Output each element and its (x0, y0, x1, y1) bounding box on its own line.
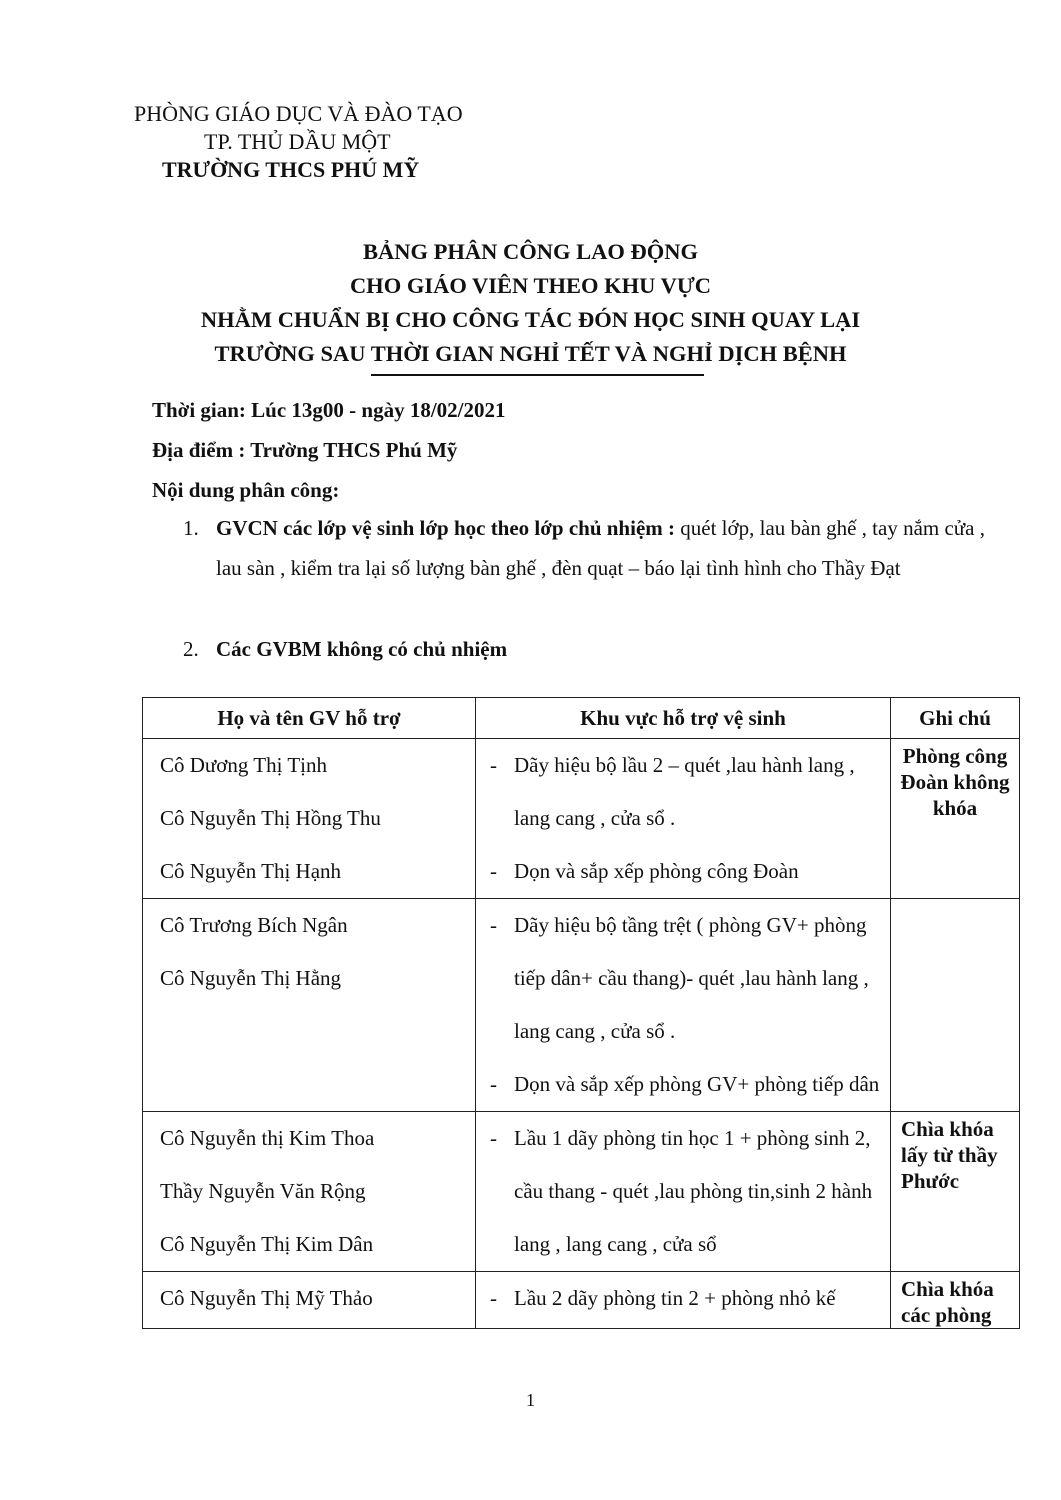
teacher-name: Cô Nguyễn thị Kim Thoa (160, 1126, 375, 1150)
task-item: - Lầu 2 dãy phòng tin 2 + phòng nhỏ kế (490, 1272, 880, 1325)
dept-name: PHÒNG GIÁO DỤC VÀ ĐÀO TẠO (134, 101, 463, 126)
teacher-name: Cô Nguyễn Thị Kim Dân (160, 1232, 374, 1256)
item-2-number: 2. (183, 637, 199, 661)
item-1-number: 1. (183, 516, 199, 540)
item-1-text: quét lớp, lau bàn ghế , tay nắm cửa , lau sàn , kiểm tra lại số lượng bàn ghế , đèn quạt – báo lại tình hình cho Thầy Đạt (216, 516, 985, 580)
table-row (143, 739, 1020, 899)
teacher-name: Cô Nguyễn Thị Hồng Thu (160, 806, 381, 830)
task-item: - Lầu 1 dãy phòng tin học 1 + phòng sinh 2, cầu thang - quét ,lau phòng tin,sinh 2 hành lang , lang cang , cửa sổ (490, 1112, 880, 1271)
page-number: 1 (526, 1390, 535, 1410)
header-area: Khu vực hỗ trợ vệ sinh (476, 698, 891, 739)
table-row (143, 899, 1020, 1112)
names-cell (143, 899, 476, 1112)
names-cell (143, 1272, 476, 1329)
item-1-bold: GVCN các lớp vệ sinh lớp học theo lớp chủ nhiệm : (216, 516, 676, 540)
title-line-1: BẢNG PHÂN CÔNG LAO ĐỘNG (362, 239, 698, 264)
note-cell: Chìa khóa lấy từ thầy Phước (891, 1112, 1020, 1272)
task-item: - Dãy hiệu bộ tầng trệt ( phòng GV+ phòng tiếp dân+ cầu thang)- quét ,lau hành lang , lang cang , cửa sổ . (490, 899, 880, 1058)
item-2-text: Các GVBM không có chủ nhiệm (216, 637, 508, 661)
note-cell: Chìa khóa các phòng (891, 1272, 1020, 1329)
table-row (143, 1272, 1020, 1329)
table-row (143, 1112, 1020, 1272)
teacher-name: Cô Nguyễn Thị Hạnh (160, 859, 342, 883)
task-item: - Dãy hiệu bộ lầu 2 – quét ,lau hành lang , lang cang , cửa sổ . (490, 739, 880, 845)
task-item: - Dọn và sắp xếp phòng GV+ phòng tiếp dân (490, 1058, 880, 1111)
title-line-3: NHẰM CHUẨN BỊ CHO CÔNG TÁC ĐÓN HỌC SINH QUAY LẠI (200, 307, 861, 332)
title-line-2: CHO GIÁO VIÊN THEO KHU VỰC (349, 273, 712, 298)
note-cell (891, 899, 1020, 1112)
teacher-name: Cô Nguyễn Thị Hằng (160, 966, 342, 990)
time-info: Thời gian: Lúc 13g00 - ngày 18/02/2021 (152, 398, 506, 422)
title-underline (371, 374, 704, 376)
task-item: - Dọn và sắp xếp phòng công Đoàn (490, 845, 880, 898)
title-line-4: TRƯỜNG SAU THỜI GIAN NGHỈ TẾT VÀ NGHỈ DỊCH BỆNH (214, 341, 847, 366)
assignment-table (142, 697, 1020, 1329)
teacher-name: Cô Trương Bích Ngân (160, 913, 348, 937)
tasks-cell (476, 899, 891, 1112)
tasks-cell (476, 1272, 891, 1329)
teacher-name: Thầy Nguyễn Văn Rộng (160, 1179, 366, 1203)
header-teacher: Họ và tên GV hỗ trợ (143, 698, 476, 739)
teacher-name: Cô Dương Thị Tịnh (160, 753, 327, 777)
tasks-cell (476, 1112, 891, 1272)
tasks-cell (476, 739, 891, 899)
city-name: TP. THỦ DẦU MỘT (204, 129, 391, 154)
names-cell (143, 739, 476, 899)
content-label: Nội dung phân công: (152, 478, 340, 502)
header-note: Ghi chú (891, 698, 1020, 739)
school-name: TRƯỜNG THCS PHÚ MỸ (162, 157, 420, 182)
item-1 (216, 508, 986, 588)
table-header-row (143, 698, 1020, 739)
place-info: Địa điểm : Trường THCS Phú Mỹ (152, 438, 458, 462)
names-cell (143, 1112, 476, 1272)
note-cell: Phòng công Đoàn không khóa (891, 739, 1020, 899)
teacher-name: Cô Nguyễn Thị Mỹ Thảo (160, 1286, 373, 1310)
